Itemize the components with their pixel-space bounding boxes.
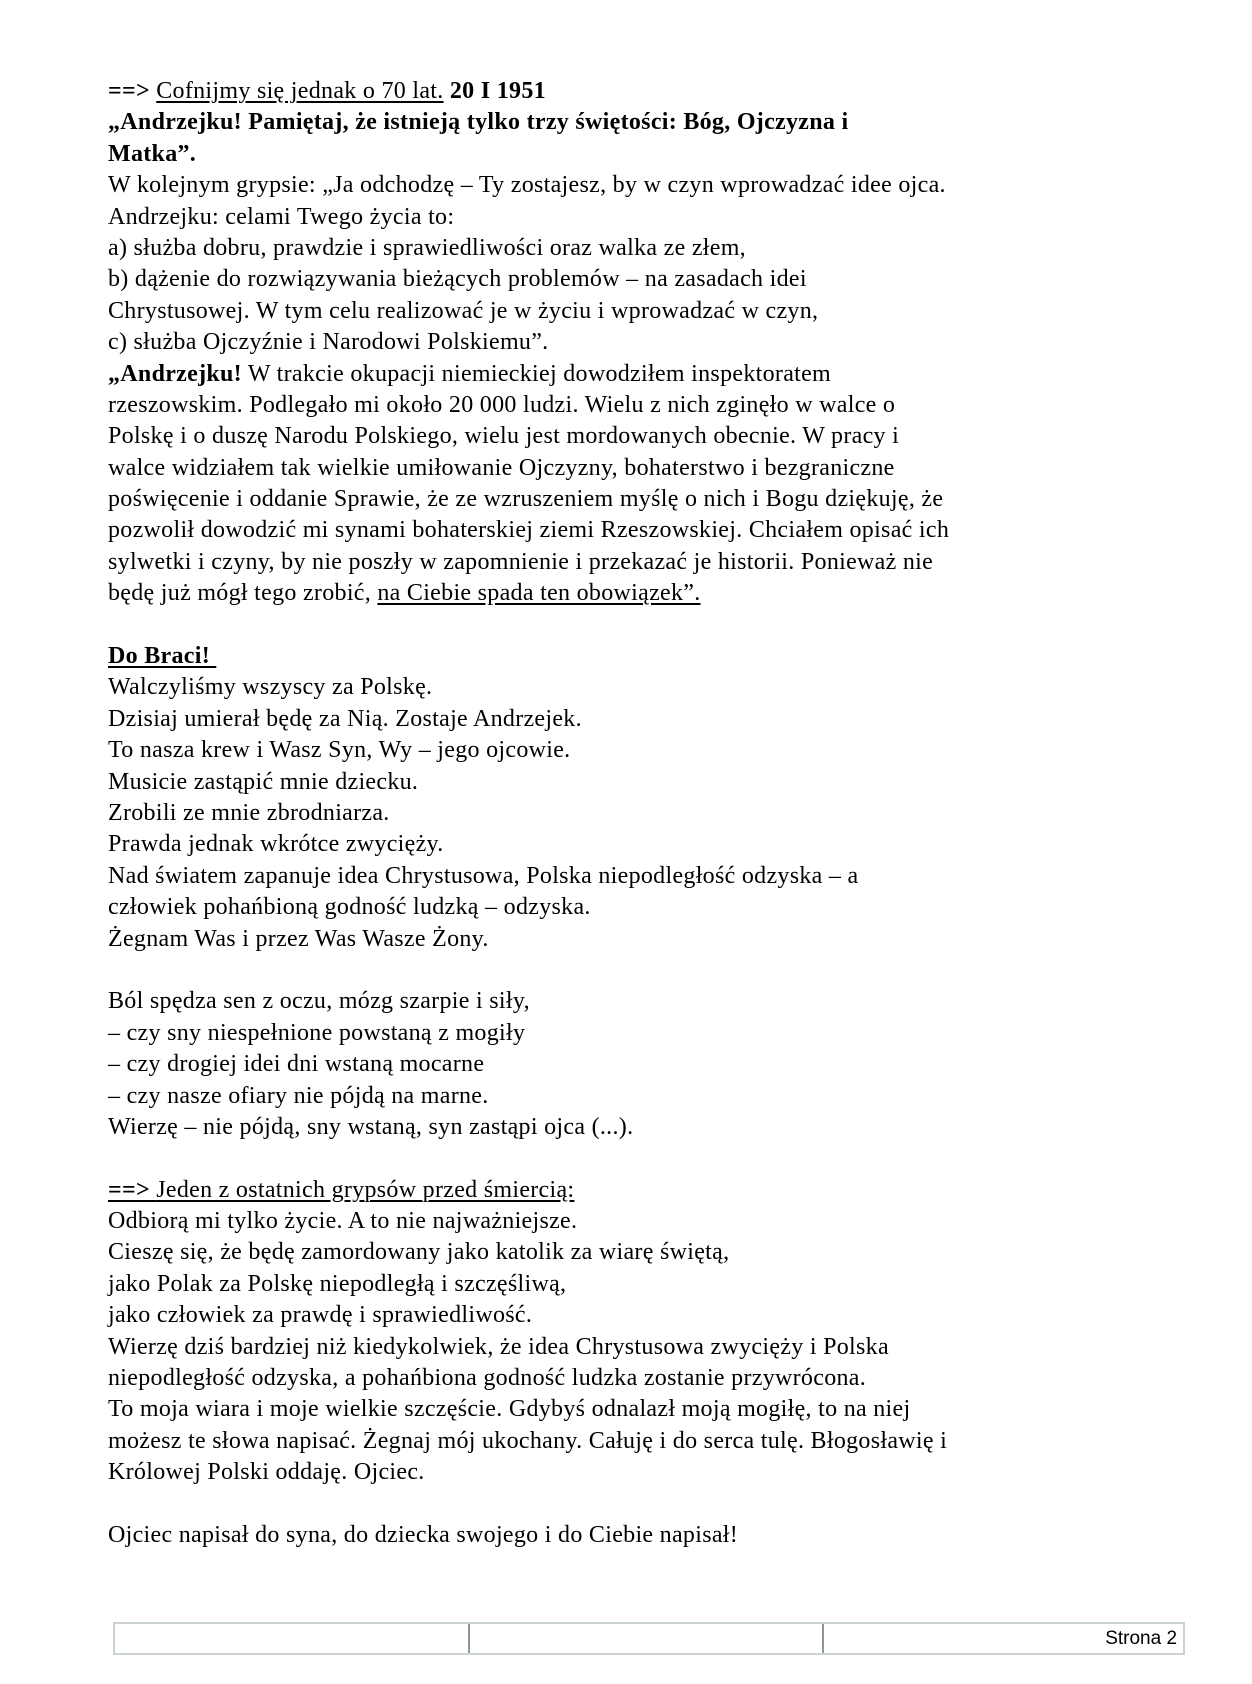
text-segment: – czy drogiej idei dni wstaną mocarne — [108, 1051, 485, 1078]
text-segment: niepodległość odzyska, a pohańbiona godność ludzka zostanie przywrócona. — [108, 1365, 867, 1392]
text-line — [108, 641, 1248, 672]
text-segment: To nasza krew i Wasz Syn, Wy – jego ojcowie. — [108, 737, 571, 764]
text-line — [108, 76, 1248, 107]
text-line — [108, 1018, 1248, 1049]
text-segment: Żegnam Was i przez Was Wasze Żony. — [108, 925, 489, 952]
text-line — [108, 421, 1248, 452]
text-line — [108, 453, 1248, 484]
text-segment: Chrystusowej. W tym celu realizować je w życiu i wprowadzać w czyn, — [108, 297, 819, 324]
page-number: Strona 2 — [1105, 1627, 1178, 1649]
blank-line — [108, 955, 1248, 986]
text-line — [108, 861, 1248, 892]
text-segment: Wierzę dziś bardziej niż kiedykolwiek, że idea Chrystusowa zwycięży i Polska — [108, 1333, 889, 1360]
body-text — [108, 76, 1248, 1551]
text-segment: człowiek pohańbioną godność ludzką – odzyska. — [108, 894, 591, 921]
text-line — [108, 735, 1248, 766]
text-segment: W trakcie okupacji niemieckiej dowodziłem inspektoratem — [241, 360, 832, 387]
text-line — [108, 1300, 1248, 1331]
text-line — [108, 1426, 1248, 1457]
text-segment: pozwolił dowodzić mi synami bohaterskiej ziemi Rzeszowskiej. Chciałem opisać ich — [108, 517, 950, 544]
text-segment: W kolejnym grypsie: „Ja odchodzę – Ty zostajesz, by w czyn wprowadzać idee ojca. — [108, 172, 946, 199]
text-line — [108, 202, 1248, 233]
text-segment: Wierzę – nie pójdą, sny wstaną, syn zastąpi ojca (...). — [108, 1113, 634, 1140]
text-line — [108, 1206, 1248, 1237]
text-segment: rzeszowskim. Podlegało mi około 20 000 ludzi. Wielu z nich zginęło w walce o — [108, 391, 896, 418]
footer-cell-right — [822, 1624, 1183, 1653]
text-line — [108, 296, 1248, 327]
text-segment: Zrobili ze mnie zbrodniarza. — [108, 799, 390, 826]
text-segment: ==> — [108, 1176, 157, 1203]
text-segment: To moja wiara i moje wielkie szczęście. Gdybyś odnalazł moją mogiłę, to na niej — [108, 1396, 911, 1423]
text-segment: Cieszę się, że będę zamordowany jako katolik za wiarę świętą, — [108, 1239, 730, 1266]
text-line — [108, 1363, 1248, 1394]
text-line — [108, 547, 1248, 578]
text-segment: sylwetki i czyny, by nie poszły w zapomnienie i przekazać je historii. Ponieważ nie — [108, 548, 934, 575]
text-line — [108, 1394, 1248, 1425]
text-segment: „Andrzejku! Pamiętaj, że istnieją tylko trzy świętości: Bóg, Ojczyzna i — [108, 109, 849, 136]
text-segment: – czy sny niespełnione powstaną z mogiły — [108, 1019, 526, 1046]
text-segment: „Andrzejku! — [108, 360, 242, 387]
text-line — [108, 233, 1248, 264]
text-line — [108, 1049, 1248, 1080]
text-segment: ==> — [108, 78, 157, 104]
text-line — [108, 798, 1248, 829]
text-segment: walce widziałem tak wielkie umiłowanie Ojczyzny, bohaterstwo i bezgraniczne — [108, 454, 895, 481]
text-line — [108, 390, 1248, 421]
text-segment: c) służba Ojczyźnie i Narodowi Polskiemu”. — [108, 329, 549, 356]
text-segment: na Ciebie spada ten obowiązek”. — [377, 580, 701, 607]
text-segment: Królowej Polski oddaję. Ojciec. — [108, 1459, 425, 1486]
text-line — [108, 327, 1248, 358]
blank-line — [108, 1143, 1248, 1174]
text-segment: będę już mógł tego zrobić, — [108, 580, 378, 607]
text-segment: jako Polak za Polskę niepodległą i szczęśliwą, — [108, 1270, 567, 1297]
text-line — [108, 1081, 1248, 1112]
text-line — [108, 924, 1248, 955]
text-line — [108, 1457, 1248, 1488]
text-segment: Matka”. — [108, 140, 197, 167]
text-line — [108, 359, 1248, 390]
text-segment: a) służba dobru, prawdzie i sprawiedliwości oraz walka ze złem, — [108, 234, 746, 261]
footer-table — [113, 1622, 1185, 1655]
text-line — [108, 139, 1248, 170]
text-line — [108, 986, 1248, 1017]
text-line — [108, 704, 1248, 735]
text-segment: Walczyliśmy wszyscy za Polskę. — [108, 674, 433, 701]
text-segment: Cofnijmy się jednak o 70 lat. — [156, 78, 444, 104]
text-line — [108, 767, 1248, 798]
text-line — [108, 1175, 1248, 1206]
text-segment: Polskę i o duszę Narodu Polskiego, wielu jest mordowanych obecnie. W pracy i — [108, 423, 900, 450]
text-segment: Musicie zastąpić mnie dziecku. — [108, 768, 419, 795]
text-segment: poświęcenie i oddanie Sprawie, że ze wzruszeniem myślę o nich i Bogu dziękuję, że — [108, 486, 944, 513]
text-segment: Nad światem zapanuje idea Chrystusowa, Polska niepodległość odzyska – a — [108, 862, 859, 889]
text-segment: Do Braci! — [108, 643, 217, 670]
text-segment: Andrzejku: celami Twego życia to: — [108, 203, 455, 230]
text-segment: możesz te słowa napisać. Żegnaj mój ukochany. Całuję i do serca tulę. Błogosławię i — [108, 1427, 948, 1454]
text-segment: Jeden z ostatnich grypsów przed śmiercią: — [156, 1176, 575, 1203]
text-segment: Ból spędza sen z oczu, mózg szarpie i siły, — [108, 988, 530, 1015]
text-segment: jako człowiek za prawdę i sprawiedliwość. — [108, 1302, 533, 1329]
text-segment: 20 I 1951 — [449, 78, 546, 104]
text-line — [108, 892, 1248, 923]
text-line — [108, 1520, 1248, 1551]
blank-line — [108, 610, 1248, 641]
text-segment: Ojciec napisał do syna, do dziecka swojego i do Ciebie napisał! — [108, 1521, 739, 1548]
text-line — [108, 264, 1248, 295]
text-line — [108, 578, 1248, 609]
blank-line — [108, 1489, 1248, 1520]
text-line — [108, 107, 1248, 138]
text-line — [108, 1237, 1248, 1268]
text-segment: b) dążenie do rozwiązywania bieżących problemów – na zasadach idei — [108, 266, 807, 293]
text-segment: – czy nasze ofiary nie pójdą na marne. — [108, 1082, 489, 1109]
text-line — [108, 170, 1248, 201]
text-line — [108, 1269, 1248, 1300]
text-line — [108, 1112, 1248, 1143]
text-line — [108, 484, 1248, 515]
text-segment: Dzisiaj umierał będę za Nią. Zostaje Andrzejek. — [108, 705, 582, 732]
text-line — [108, 672, 1248, 703]
footer-cell-middle — [468, 1624, 823, 1653]
text-segment: Odbiorą mi tylko życie. A to nie najważniejsze. — [108, 1208, 578, 1235]
text-line — [108, 515, 1248, 546]
footer-cell-left — [115, 1624, 468, 1653]
text-line — [108, 1332, 1248, 1363]
text-segment: Prawda jednak wkrótce zwycięży. — [108, 831, 444, 858]
text-line — [108, 829, 1248, 860]
